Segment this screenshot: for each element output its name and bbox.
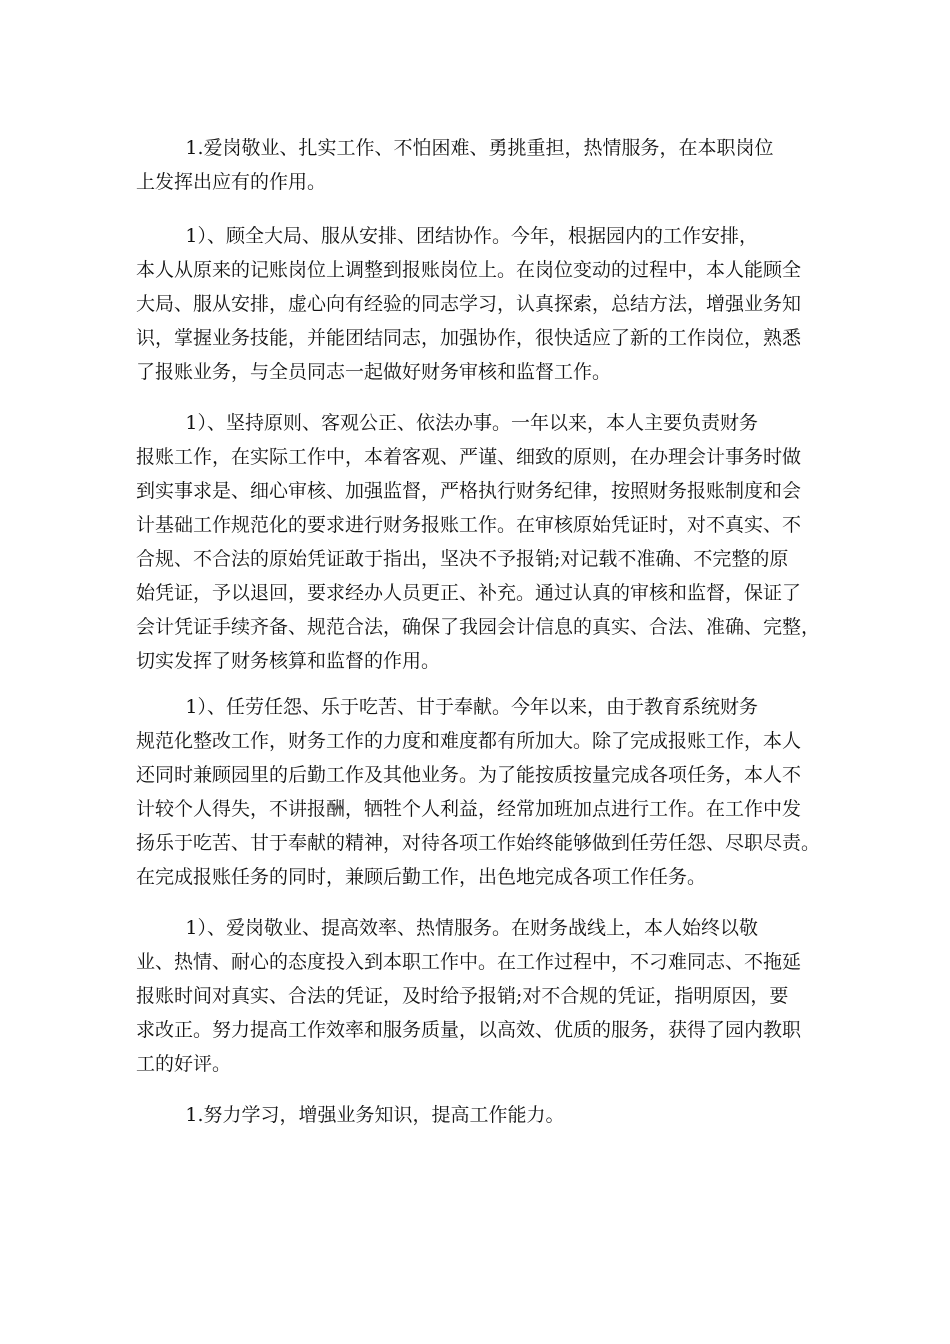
paragraph-line: 1）、任劳任怨、乐于吃苦、甘于奉献。今年以来，由于教育系统财务	[185, 696, 758, 718]
paragraph-line: 会计凭证手续齐备、规范合法，确保了我园会计信息的真实、合法、准确、完整，	[136, 616, 821, 638]
paragraph-line: 大局、服从安排，虚心向有经验的同志学习，认真探索，总结方法，增强业务知	[136, 293, 802, 315]
paragraph-line: 1.努力学习，增强业务知识，提高工作能力。	[185, 1104, 565, 1126]
paragraph-5	[136, 911, 816, 1081]
paragraph-line: 上发挥出应有的作用。	[136, 171, 327, 193]
paragraph-line: 扬乐于吃苦、甘于奉献的精神，对待各项工作始终能够做到任劳任怨、尽职尽责。	[136, 832, 821, 854]
paragraph-line: 业、热情、耐心的态度投入到本职工作中。在工作过程中，不刁难同志、不拖延	[136, 951, 802, 973]
paragraph-line: 到实事求是、细心审核、加强监督，严格执行财务纪律，按照财务报账制度和会	[136, 480, 802, 502]
paragraph-line: 1）、坚持原则、客观公正、依法办事。一年以来，本人主要负责财务	[185, 412, 758, 434]
paragraph-line: 合规、不合法的原始凭证敢于指出，坚决不予报销;对记载不准确、不完整的原	[136, 548, 789, 570]
paragraph-line: 计基础工作规范化的要求进行财务报账工作。在审核原始凭证时，对不真实、不	[136, 514, 802, 536]
paragraph-line: 求改正。努力提高工作效率和服务质量，以高效、优质的服务，获得了园内教职	[136, 1019, 802, 1041]
paragraph-line: 1）、爱岗敬业、提高效率、热情服务。在财务战线上，本人始终以敬	[185, 917, 758, 939]
paragraph-line: 工的好评。	[136, 1053, 232, 1075]
paragraph-line: 1）、顾全大局、服从安排、团结协作。今年，根据园内的工作安排，	[185, 225, 758, 247]
paragraph-line: 报账时间对真实、合法的凭证，及时给予报销;对不合规的凭证，指明原因，要	[136, 985, 789, 1007]
paragraph-line: 识，掌握业务技能，并能团结同志，加强协作，很快适应了新的工作岗位，熟悉	[136, 327, 802, 349]
paragraph-line: 还同时兼顾园里的后勤工作及其他业务。为了能按质按量完成各项任务，本人不	[136, 764, 802, 786]
paragraph-line: 始凭证，予以退回，要求经办人员更正、补充。通过认真的审核和监督，保证了	[136, 582, 802, 604]
paragraph-line: 报账工作，在实际工作中，本着客观、严谨、细致的原则，在办理会计事务时做	[136, 446, 802, 468]
paragraph-line: 了报账业务，与全员同志一起做好财务审核和监督工作。	[136, 361, 612, 383]
paragraph-line: 计较个人得失，不讲报酬，牺牲个人利益，经常加班加点进行工作。在工作中发	[136, 798, 802, 820]
paragraph-line: 本人从原来的记账岗位上调整到报账岗位上。在岗位变动的过程中，本人能顾全	[136, 259, 802, 281]
paragraph-line: 在完成报账任务的同时，兼顾后勤工作，出色地完成各项工作任务。	[136, 866, 707, 888]
paragraph-2	[136, 219, 816, 389]
paragraph-1	[136, 131, 816, 199]
paragraph-line: 规范化整改工作，财务工作的力度和难度都有所加大。除了完成报账工作，本人	[136, 730, 802, 752]
paragraph-line: 切实发挥了财务核算和监督的作用。	[136, 650, 441, 672]
paragraph-4	[136, 690, 821, 894]
paragraph-line: 1.爱岗敬业、扎实工作、不怕困难、勇挑重担，热情服务，在本职岗位	[185, 137, 774, 159]
paragraph-3	[136, 406, 821, 678]
paragraph-6	[136, 1098, 816, 1132]
